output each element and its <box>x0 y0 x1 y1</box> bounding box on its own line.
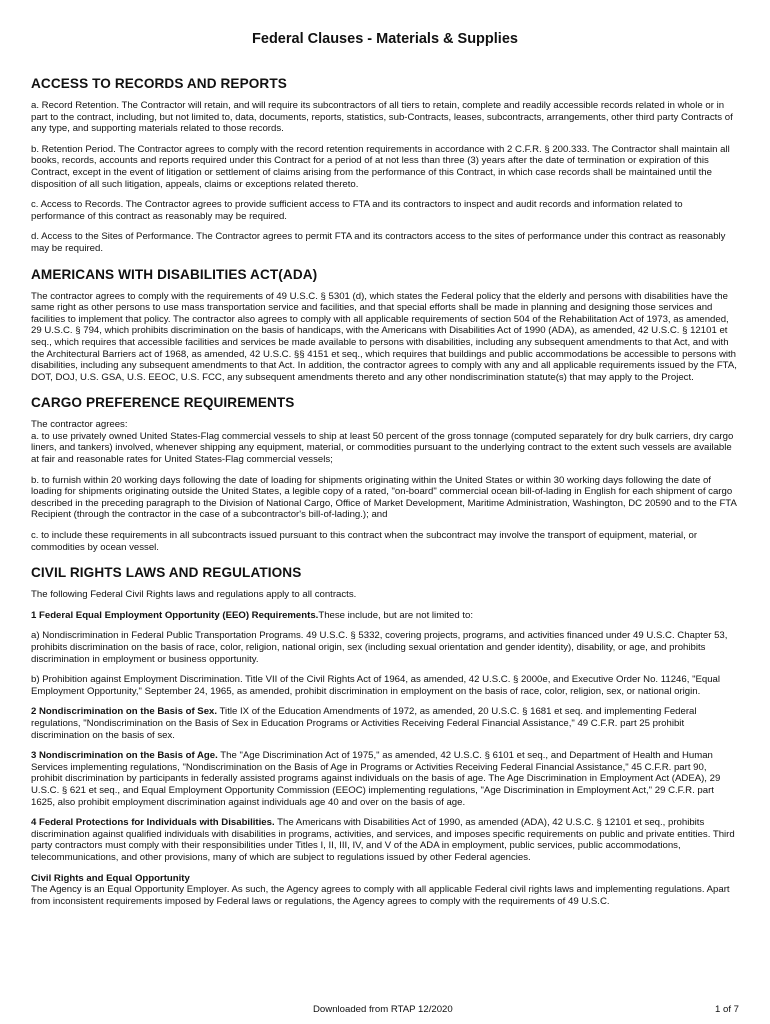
paragraph-text: The Americans with Disabilities Act of 1990, as amended (ADA), 42 U.S.C. § 12101 et seq., prohibits discrimination against qualified individuals with disabilities in programs, activities, and services, and imposes specific requirements on public and private entities. Third party contractors must comply with their responsibilities under Titles I, II, III, IV, and V of the ADA in employment, public services, public accommodations, telecommunications, and other provisions, many of which are subject to regulations issued by other Federal agencies. <box>31 817 735 863</box>
paragraph-lead: 3 Nondiscrimination on the Basis of Age. <box>31 750 218 762</box>
paragraph-lead: 4 Federal Protections for Individuals with Disabilities. <box>31 817 275 829</box>
section-civil-rights <box>31 565 739 907</box>
section-heading: CARGO PREFERENCE REQUIREMENTS <box>31 395 295 411</box>
section-access-to-records <box>31 76 739 255</box>
paragraph: a. Record Retention. The Contractor will retain, and will require its subcontractors of all tiers to retain, complete and readily accessible records related in whole or in part to the contract, including, but not limited to, data, documents, reports, statistics, sub-Contracts, leases, subcontracts, arrangements, other third party Contracts of any type, and supporting materials related to those records. <box>31 100 733 135</box>
paragraph: b. to furnish within 20 working days following the date of loading for shipments originating within the United States or within 30 working days following the date of loading for shipments originating outside the United States, a legible copy of a rated, "on-board" commercial ocean bill-of-lading in English for each shipment of cargo described in the preceding paragraph to the Division of National Cargo, Office of Market Development, Maritime Administration, Washington, DC 20590 and to the FTA Recipient (through the contractor in the case of a subcontractor's bill-of-lading.); and <box>31 474 737 521</box>
section-ada <box>31 267 739 384</box>
footer-download-note: Downloaded from RTAP 12/2020 <box>313 1004 453 1015</box>
footer-page-number: 1 of 7 <box>714 1004 739 1015</box>
paragraph-item <box>31 706 739 741</box>
document-page <box>31 0 739 1024</box>
paragraph-eeo <box>31 610 739 622</box>
paragraph-lead: 1 Federal Equal Employment Opportunity (EEO) Requirements. <box>31 609 319 621</box>
paragraph: d. Access to the Sites of Performance. The Contractor agrees to permit FTA and its contractors access to the sites of performance under this contract as reasonably may be required. <box>31 231 726 254</box>
subheading-text: Civil Rights and Equal Opportunity <box>31 872 190 884</box>
paragraph: b) Prohibition against Employment Discrimination. Title VII of the Civil Rights Act of 1964, as amended, 42 U.S.C. § 2000e, and Executive Order No. 11246, "Equal Employment Opportunity," September 24, 1965, as amended, prohibit discrimination in employment on the basis of race, color, religion, sex, or national origin. <box>31 674 721 697</box>
paragraph: a) Nondiscrimination in Federal Public Transportation Programs. 49 U.S.C. § 5332, covering projects, programs, and activities financed under 49 U.S.C. Chapter 53, prohibits discrimination on the basis of race, color, religion, national origin, sex (including sexual orientation and gender identity), disability, or age, and prohibits discrimination in employment or business opportunity. <box>31 630 728 665</box>
paragraph-item <box>31 750 739 808</box>
section-cargo-preference <box>31 395 739 553</box>
paragraph-item <box>31 817 739 863</box>
paragraph: The contractor agrees to comply with the requirements of 49 U.S.C. § 5301 (d), which states the Federal policy that the elderly and persons with disabilities have the same right as other persons to use mass transportation service and facilities, and that special efforts shall be made in planning and designing those services and facilities to implement that policy. The contractor also agrees to comply with all applicable requirements of section 504 of the Rehabilitation Act of 1973, as amended, 29 U.S.C. § 794, which prohibits discrimination on the basis of handicaps, with the Americans with Disabilities Act of 1990 (ADA), as amended, 42 U.S.C. § 12101 et seq., which requires that accessible facilities and services be made available to persons with disabilities, including any subsequent amendments to that Act, and with the Architectural Barriers act of 1968, as amended, 42 U.S.C. §§ 4151 et seq., which requires that buildings and public accommodations be accessible to persons with disabilities, including any subsequent amendments to that Act. In addition, the contractor agrees to comply with any and all applicable requirements issued by the FTA, DOT, DOJ, U.S. GSA, U.S. EEOC, U.S. FCC, any subsequent amendments thereto and any other nondiscrimination statute(s) that may apply to the Project. <box>31 290 737 383</box>
paragraph: The following Federal Civil Rights laws and regulations apply to all contracts. <box>31 589 357 601</box>
document-title: Federal Clauses - Materials & Supplies <box>252 31 518 47</box>
document-body <box>31 76 739 916</box>
paragraph-text: The "Age Discrimination Act of 1975," as amended, 42 U.S.C. § 6101 et seq., and Department of Health and Human Services implementing regulations, "Nondiscrimination on the Basis of Age in Programs or Activities Receiving Federal Financial Assistance," 45 C.F.R. part 90, prohibit discrimination by participants in federally assisted programs against individuals on the basis of age. The Age Discrimination in Employment Act (ADEA), 29 U.S.C. § 621 et seq., and Equal Employment Opportunity Commission (EEOC) implementing regulations, "Age Discrimination in Employment Act," 29 C.F.R. part 1625, also prohibit employment discrimination against individuals age 40 and over on the basis of age. <box>31 750 721 808</box>
subheading <box>31 873 739 885</box>
paragraph-text: Title IX of the Education Amendments of 1972, as amended, 20 U.S.C. § 1681 et seq. and implementing Federal regulations, "Nondiscrimination on the Basis of Sex in Education Programs or Activities Receiving Federal Financial Assistance," 49 C.F.R. part 25 prohibit discrimination on the basis of sex. <box>31 706 697 741</box>
section-heading: AMERICANS WITH DISABILITIES ACT(ADA) <box>31 266 318 282</box>
section-heading: CIVIL RIGHTS LAWS AND REGULATIONS <box>31 565 302 581</box>
paragraph-lead: 2 Nondiscrimination on the Basis of Sex. <box>31 706 218 718</box>
paragraph: The Agency is an Equal Opportunity Employer. As such, the Agency agrees to comply with all applicable Federal civil rights laws and implementing regulations. Apart from inconsistent requirements imposed by Federal laws or regulations, the Agency agrees to comply with the requirements of 49 U.S.C. <box>31 884 730 907</box>
paragraph: c. Access to Records. The Contractor agrees to provide sufficient access to FTA and its contractors to inspect and audit records and information related to performance of this contract as reasonably may be required. <box>31 199 683 222</box>
paragraph: c. to include these requirements in all subcontracts issued pursuant to this contract when the subcontract may involve the transport of equipment, material, or commodities by ocean vessel. <box>31 530 698 553</box>
paragraph-intro: The contractor agrees: <box>31 419 128 431</box>
paragraph: b. Retention Period. The Contractor agrees to comply with the record retention requirements in accordance with 2 C.F.R. § 200.333. The Contractor shall maintain all books, records, accounts and reports required under this Contract for a period of at not less than three (3) years after the date of termination or expiration of this Contract, except in the event of litigation or settlement of claims arising from the performance of this Contract, in which case records shall be maintained until the disposition of all such litigation, appeals, claims or exceptions related thereto. <box>31 143 730 190</box>
paragraph-text: These include, but are not limited to: <box>318 609 473 621</box>
section-heading: ACCESS TO RECORDS AND REPORTS <box>31 76 287 91</box>
paragraph: a. to use privately owned United States-Flag commercial vessels to ship at least 50 percent of the gross tonnage (computed separately for dry bulk carriers, dry cargo liners, and tankers) involved, whenever shipping any equipment, material, or commodities pursuant to the underlying contract to the extent such vessels are available at fair and reasonable rates for United States-Flag commercial vessels; <box>31 430 734 466</box>
